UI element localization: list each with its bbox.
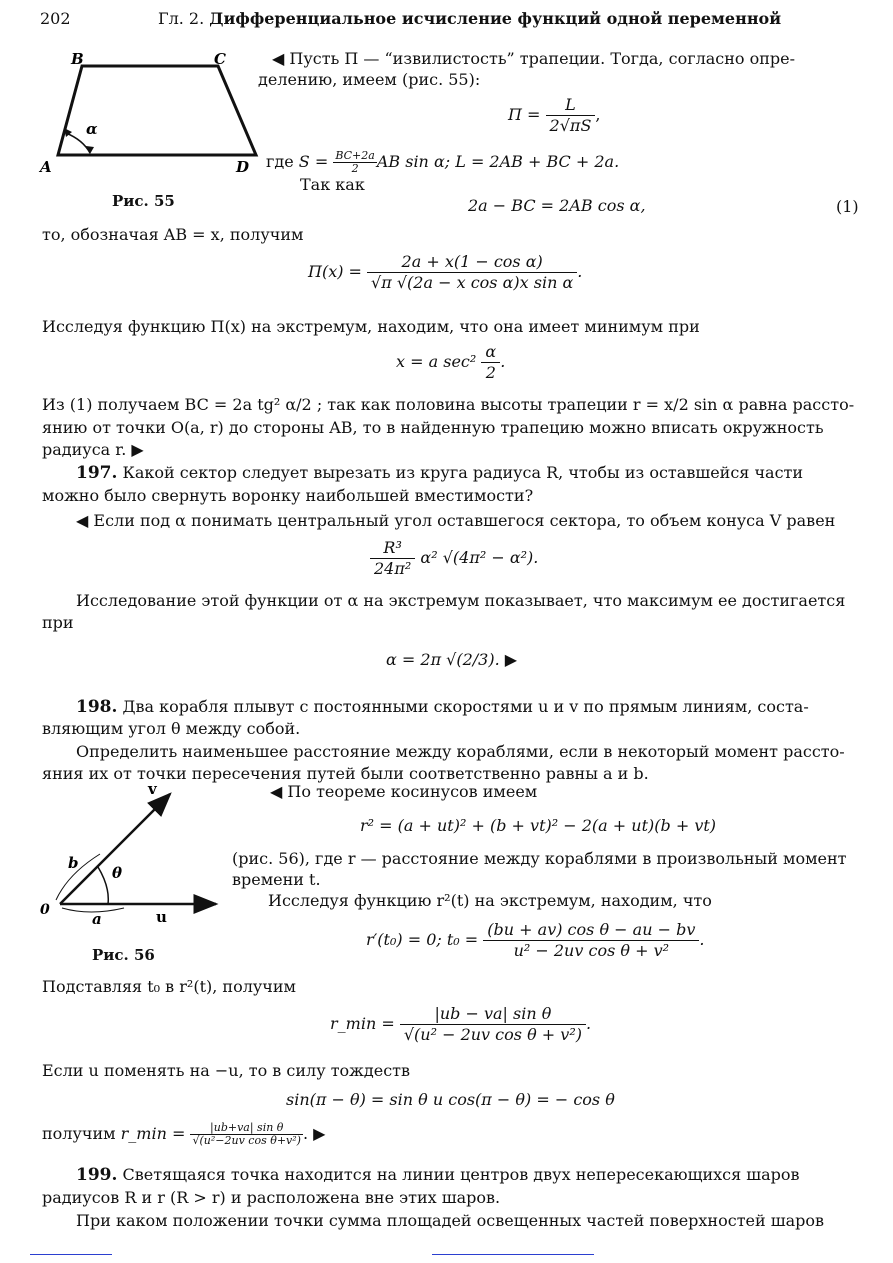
chapter-title: Дифференциальное исчисление функций одной переменной [209, 9, 782, 28]
problem-198-number: 198. [76, 697, 118, 717]
p197-solution-line2: Исследование этой функции от α на экстремум показывает, что максимум ее достигается [76, 591, 846, 610]
problem-197-number: 197. [76, 463, 118, 483]
p196-from-line3: радиуса r. ▶ [42, 440, 144, 459]
formula-pi: П = $\frac{L}{2√\pi S}$ , [508, 95, 601, 135]
p198-solution-line4: Исследуя функцию r²(t) на экстремум, находим, что [268, 891, 712, 910]
formula-eq1: 2a − BC = 2AB cos α, [468, 196, 646, 215]
problem-199 [76, 1164, 800, 1186]
equation-number-1: (1) [836, 197, 859, 216]
p196-from-line1: Из (1) получаем BC = 2a tg² α/2 ; так как половина высоты трапеции r = x/2 sin α равна рассто- [42, 395, 855, 414]
p196-where-line: где S = $\frac{BC+2a}{2}$ AB sin α; L = 2AB + BC + 2a. [266, 149, 620, 175]
page-number: 202 [40, 9, 71, 28]
segment-a-label: a [92, 910, 102, 928]
vector-u-label: u [156, 908, 167, 926]
chapter-label: Гл. 2. [158, 9, 205, 28]
vertex-c-label: C [214, 50, 226, 68]
p198-if-u: Если u поменять на −u, то в силу тождеств [42, 1061, 411, 1080]
formula-cone-volume: $\frac{\text{R³}}{\text{24π²}}$ α² √(4π² − α²). [370, 538, 538, 579]
p197-solution-line3: при [42, 613, 74, 632]
p197-solution-line1: ◀ Если под α понимать центральный угол оставшегося сектора, то объем конуса V равен [76, 511, 836, 530]
p196-since: Так как [300, 175, 365, 194]
formula-pi-x: П(x) = $\frac{\text{2a + x(1 − cos α)}}{\text{√π √(2a − x cos α)x sin α}}$ . [308, 252, 583, 292]
problem-199-text2: радиусов R и r (R > r) и расположена вне этих шаров. [42, 1188, 501, 1207]
figure-56-caption: Рис. 56 [92, 946, 155, 964]
p198-solution-line2: (рис. 56), где r — расстояние между кораблями в произвольный момент [232, 849, 847, 868]
figure-55-trapezoid [38, 48, 268, 173]
p196-explore: Исследуя функцию П(x) на экстремум, находим, что она имеет минимум при [42, 317, 700, 336]
p196-from-line2: янию от точки O(a, r) до стороны AB, то в найденную трапецию можно вписать окружность [42, 418, 824, 437]
p196-intro-line1: ◀ Пусть П — “извилистость” трапеции. Тогда, согласно опре- [272, 49, 796, 68]
p198-solution-line3: времени t. [232, 870, 321, 889]
problem-198-task1: Определить наименьшее расстояние между кораблями, если в некоторый момент рассто- [76, 742, 845, 761]
problem-199-number: 199. [76, 1165, 118, 1185]
problem-199-text: Светящаяся точка находится на линии центров двух непересекающихся шаров [122, 1165, 800, 1184]
p198-result-line: получим r_min = $\frac{\text{|ub+va| sin θ}}{\text{√(u²−2uv cos θ+v²)}}$ . ▶ [42, 1121, 326, 1147]
problem-197-text2: можно было свернуть воронку наибольшей вместимости? [42, 486, 534, 505]
formula-x-min: x = a sec² $\frac{\alpha}{2}$ . [396, 342, 506, 382]
vertex-a-label: A [40, 158, 52, 173]
path-v-line [60, 794, 170, 904]
problem-197 [76, 462, 803, 484]
problem-198 [76, 696, 809, 718]
footer-link-rule-left[interactable] [30, 1254, 112, 1255]
vertex-d-label: D [236, 158, 250, 173]
angle-theta-label: θ [112, 864, 123, 882]
running-header [158, 8, 781, 29]
formula-t0: r′(t₀) = 0; t₀ = $\frac{\text{(bu + av) cos θ − au − bv}}{\text{u² − 2uv cos θ + v²}}$ . [366, 920, 705, 960]
angle-alpha-label: α [86, 120, 98, 138]
formula-alpha-max: α = 2π √(2/3). ▶ [386, 650, 518, 669]
p196-intro-line2: делению, имеем (рис. 55): [258, 70, 481, 89]
figure-56-ship-paths [38, 782, 228, 932]
formula-cosine-law: r² = (a + ut)² + (b + vt)² − 2(a + ut)(b + vt) [360, 816, 717, 835]
trapezoid-shape [58, 66, 256, 155]
footer-link-rule-right[interactable] [432, 1254, 594, 1255]
problem-198-text2: вляющим угол θ между собой. [42, 719, 301, 738]
figure-55-caption: Рис. 55 [112, 192, 175, 210]
p198-substitute: Подставляя t₀ в r²(t), получим [42, 977, 296, 996]
vector-v-label: v [148, 782, 157, 798]
angle-arrow-tail [86, 146, 94, 154]
p198-solution-line1: ◀ По теореме косинусов имеем [270, 782, 538, 801]
formula-identities: sin(π − θ) = sin θ и cos(π − θ) = − cos θ [286, 1090, 615, 1109]
theta-arc [98, 867, 108, 904]
problem-199-text3: При каком положении точки сумма площадей освещенных частей поверхностей шаров [76, 1211, 825, 1230]
formula-rmin: r_min = $\frac{\text{|ub − va| sin θ}}{\text{√(u² − 2uv cos θ + v²)}}$ . [330, 1004, 592, 1044]
segment-b-label: b [68, 854, 79, 872]
problem-198-task2: яния их от точки пересечения путей были соответственно равны a и b. [42, 764, 649, 783]
problem-198-text: Два корабля плывут с постоянными скоростями u и v по прямым линиям, соста- [122, 697, 809, 716]
problem-197-text: Какой сектор следует вырезать из круга радиуса R, чтобы из оставшейся части [122, 463, 804, 482]
p196-denote: то, обозначая AB = x, получим [42, 225, 304, 244]
origin-label: 0 [40, 902, 50, 918]
vertex-b-label: B [71, 50, 84, 68]
